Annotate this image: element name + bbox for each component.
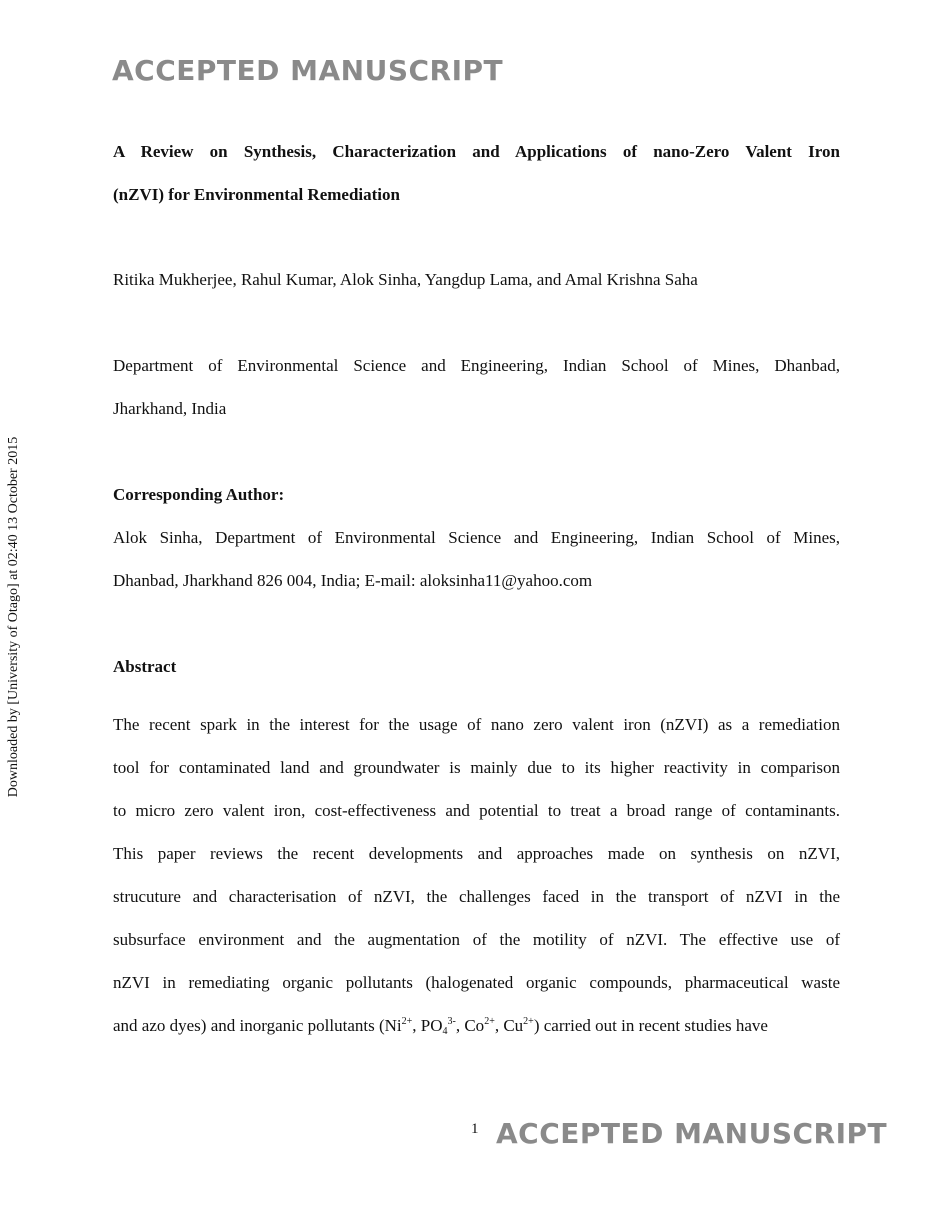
corresponding-heading: Corresponding Author:: [113, 485, 285, 504]
accepted-manuscript-watermark-top: ACCEPTED MANUSCRIPT: [112, 54, 504, 87]
corresponding-line-2: Dhanbad, Jharkhand 826 004, India; E-mail: aloksinha11@yahoo.com: [113, 571, 593, 590]
abstract-line-last: [113, 1004, 840, 1047]
abstract-line: nZVI in remediating organic pollutants (halogenated organic compounds, pharmaceutical waste: [113, 973, 840, 992]
abstract-heading: Abstract: [113, 657, 177, 676]
accepted-manuscript-watermark-bottom: ACCEPTED MANUSCRIPT: [496, 1117, 888, 1150]
abstract-line: The recent spark in the interest for the usage of nano zero valent iron (nZVI) as a remediation: [113, 715, 840, 734]
affiliation: [113, 344, 840, 430]
title-line-1: A Review on Synthesis, Characterization and Applications of nano-Zero Valent Iron: [113, 142, 840, 161]
page-number: 1: [471, 1121, 479, 1137]
affiliation-line-1: Department of Environmental Science and Engineering, Indian School of Mines, Dhanbad,: [113, 356, 840, 375]
co-charge: 2+: [484, 1016, 495, 1027]
abstract-line: This paper reviews the recent developments and approaches made on synthesis on nZVI,: [113, 844, 840, 863]
abstract-line: to micro zero valent iron, cost-effectiveness and potential to treat a broad range of contaminants.: [113, 801, 840, 820]
abstract-line: strucuture and characterisation of nZVI, the challenges faced in the transport of nZVI in the: [113, 887, 840, 906]
abstract-body: [113, 703, 840, 1047]
title-line-2: (nZVI) for Environmental Remediation: [113, 185, 400, 204]
corresponding-author: [113, 473, 840, 602]
corresponding-line-1: Alok Sinha, Department of Environmental Science and Engineering, Indian School of Mines,: [113, 528, 840, 547]
author-list: [113, 258, 840, 301]
abstract-line: tool for contaminated land and groundwater is mainly due to its higher reactivity in comparison: [113, 758, 840, 777]
abstract-last-prefix: and azo dyes) and inorganic pollutants ($Ni^{2+}$, $PO_4^{3-}$, $Co^{2+}$, $Cu^{2+}$) carried out in recent studies have: [113, 1016, 768, 1037]
abstract-line: subsurface environment and the augmentation of the motility of nZVI. The effective use of: [113, 930, 840, 949]
abstract-heading-block: [113, 645, 840, 688]
authors-line: Ritika Mukherjee, Rahul Kumar, Alok Sinha, Yangdup Lama, and Amal Krishna Saha: [113, 270, 698, 289]
po-charge: 3-: [447, 1016, 456, 1027]
paper-title: [113, 130, 840, 216]
po-subscript: 4: [442, 1026, 448, 1037]
affiliation-line-2: Jharkhand, India: [113, 399, 227, 418]
ni-charge: 2+: [401, 1016, 413, 1027]
download-side-note: Downloaded by [University of Otago] at 02:40 13 October 2015: [6, 436, 21, 798]
cu-charge: 2+: [523, 1016, 534, 1027]
